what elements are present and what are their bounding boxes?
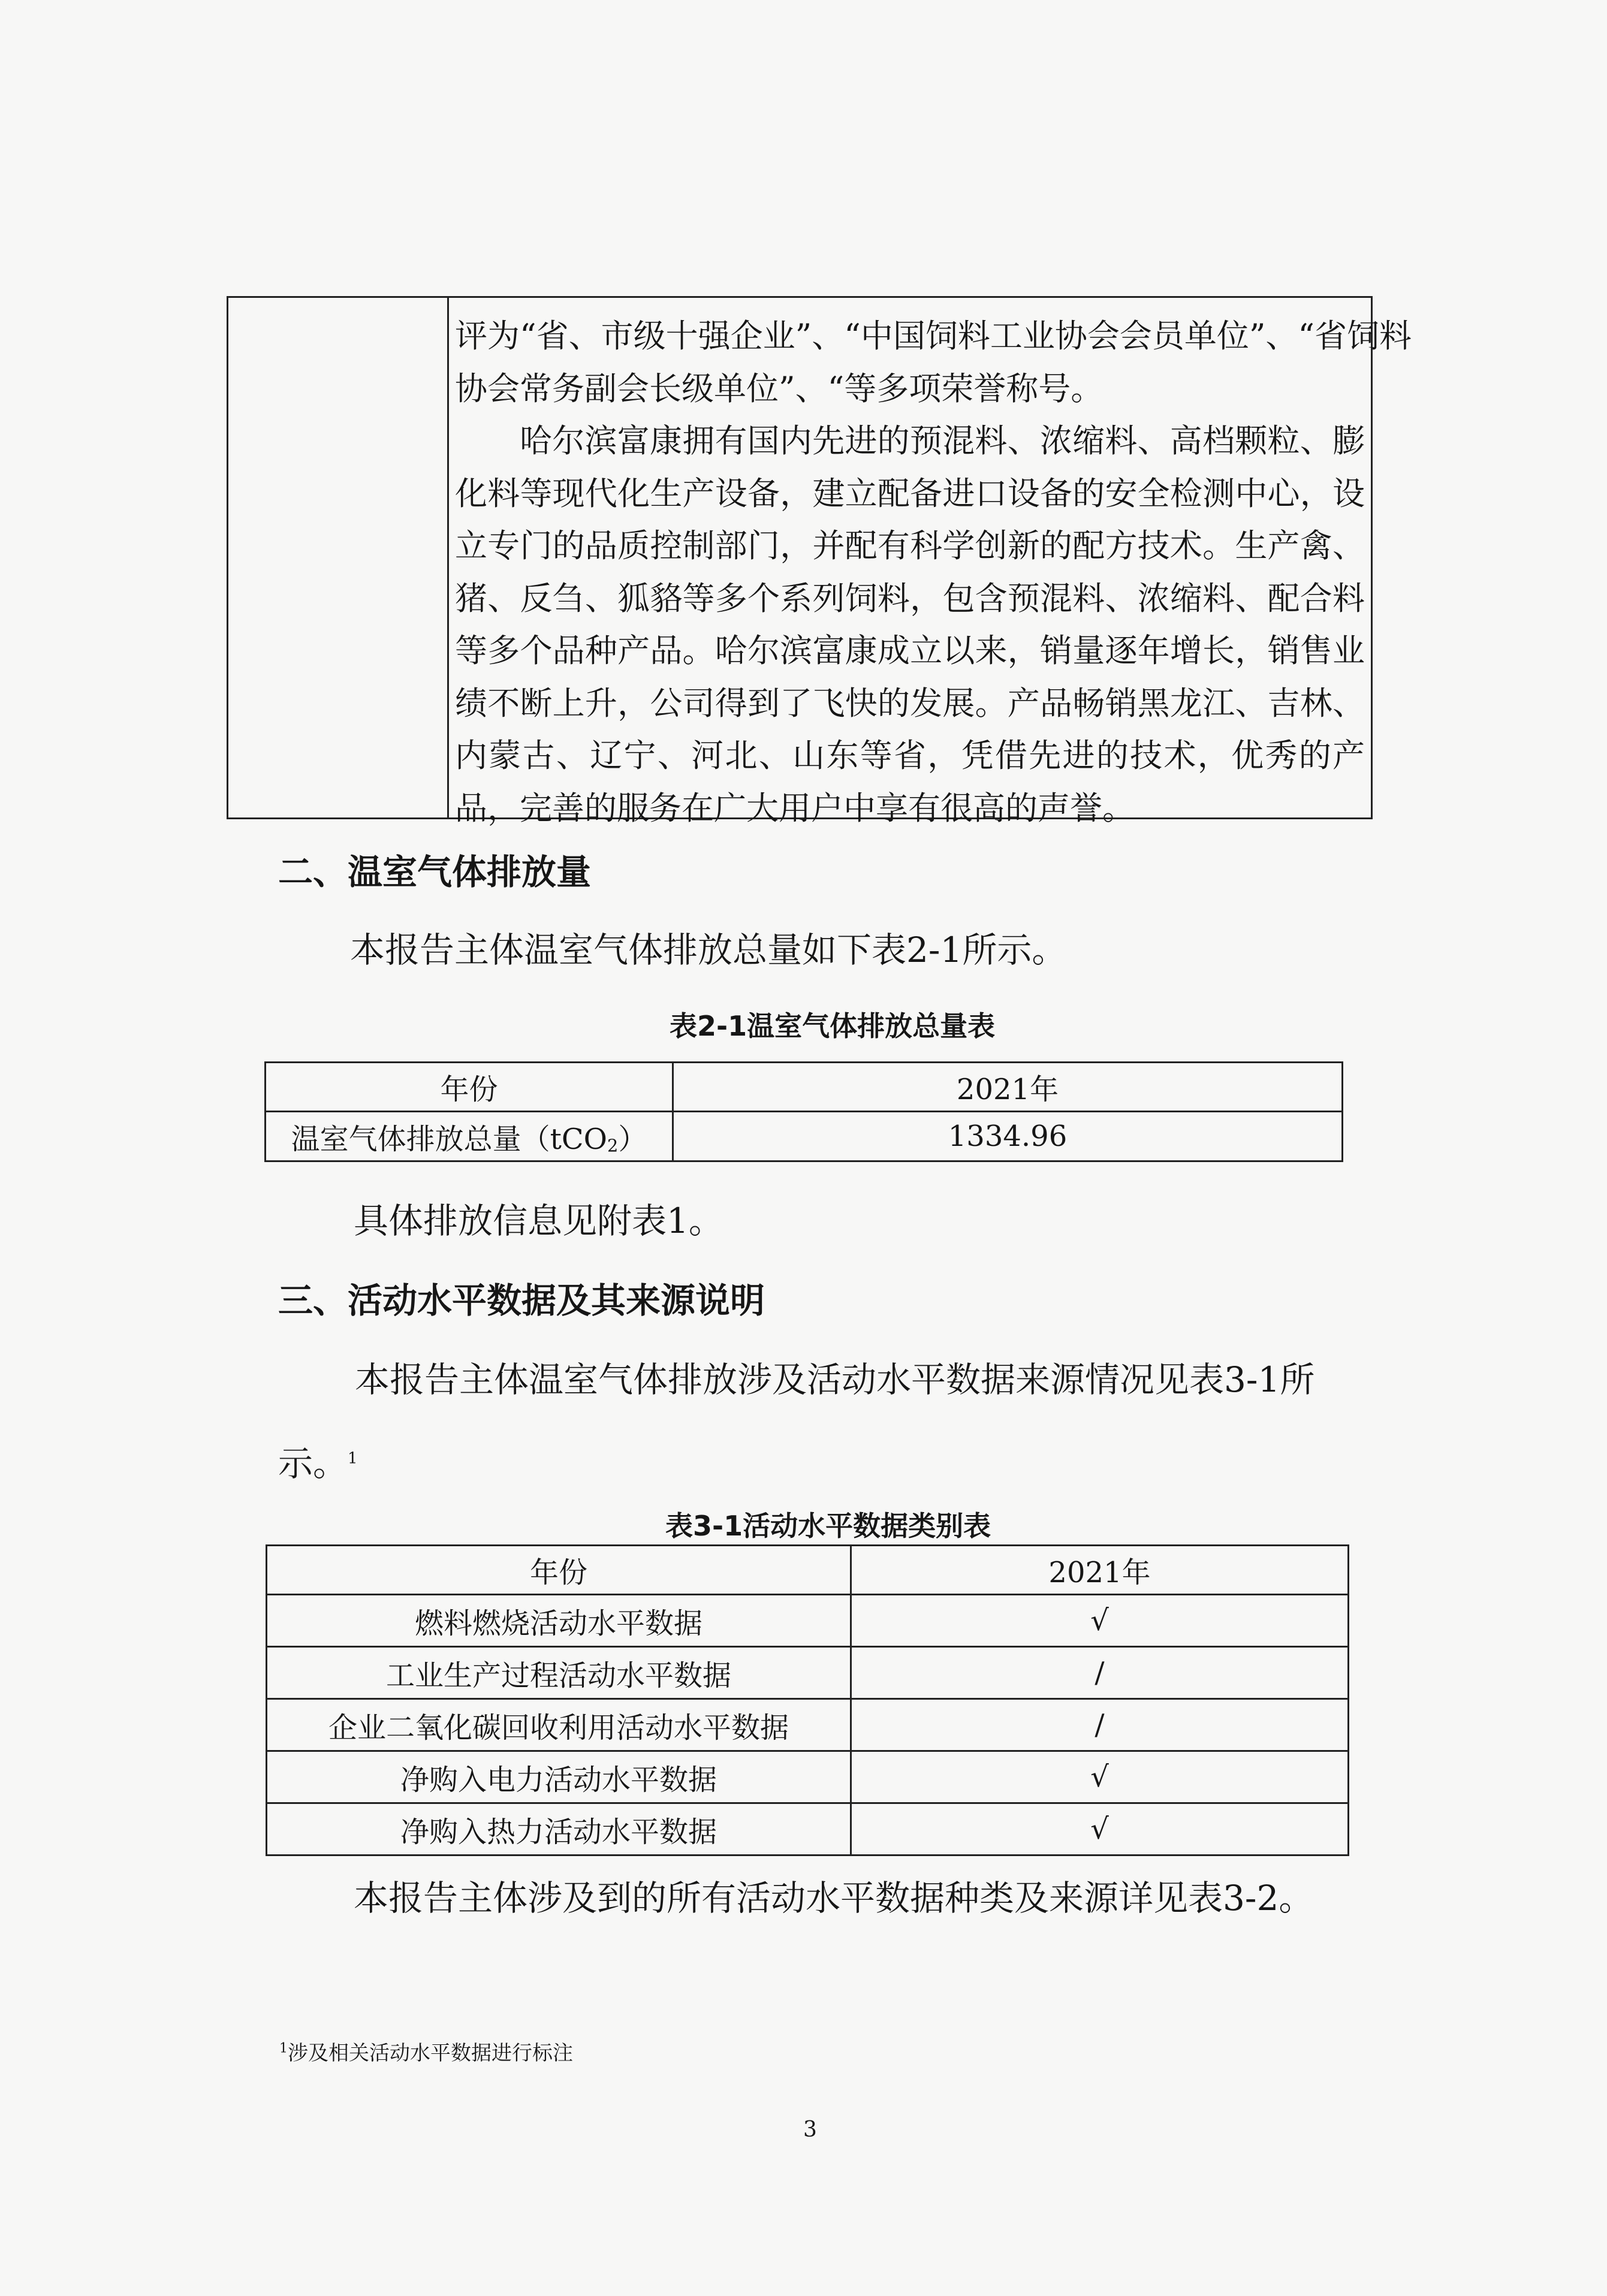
- table-column-divider: [447, 298, 449, 817]
- table-row: [266, 1112, 1343, 1161]
- checkmark-cell: √: [851, 1595, 1349, 1647]
- table-row: [267, 1595, 1349, 1647]
- header-cell: 年份: [266, 1063, 673, 1112]
- section-3-after-text: 本报告主体涉及到的所有活动水平数据种类及来源详见表3-2。: [354, 1878, 1314, 1918]
- activity-type-cell: 净购入热力活动水平数据: [267, 1803, 851, 1855]
- section-2-heading: 二、温室气体排放量: [278, 852, 592, 892]
- table-row: [267, 1699, 1349, 1751]
- emission-value-cell: 1334.96: [673, 1112, 1343, 1161]
- activity-type-cell: 企业二氧化碳回收利用活动水平数据: [267, 1699, 851, 1751]
- emission-total-table: [264, 1061, 1343, 1162]
- section-3-text-line1: 本报告主体温室气体排放涉及活动水平数据来源情况见表3-1所: [355, 1359, 1315, 1400]
- checkmark-cell: √: [851, 1803, 1349, 1855]
- page-number: 3: [803, 2117, 817, 2142]
- header-cell: 2021年: [673, 1063, 1343, 1112]
- footnote-text: 涉及相关活动水平数据进行标注: [288, 2041, 573, 2065]
- section-2-after-text: 具体排放信息见附表1。: [354, 1200, 723, 1241]
- section-2-text: 本报告主体温室气体排放总量如下表2-1所示。: [350, 930, 1067, 970]
- table-row: [267, 1647, 1349, 1699]
- intro-line: 评为“省、市级十强企业”、“中国饲料工业协会会员单位”、“省饲料: [455, 317, 1412, 355]
- table-header-row: [266, 1063, 1343, 1112]
- footnote-marker: 1: [279, 2041, 288, 2056]
- header-cell: 2021年: [851, 1546, 1349, 1595]
- table-header-row: [267, 1546, 1349, 1595]
- footnote-ref: 1: [348, 1449, 358, 1468]
- company-intro-table: [227, 296, 1412, 827]
- table-2-1-caption: 表2-1温室气体排放总量表: [670, 1010, 996, 1042]
- activity-type-cell: 燃料燃烧活动水平数据: [267, 1595, 851, 1647]
- footnote: [279, 2036, 573, 2066]
- section-3-text-line2: 示。$^1$: [278, 1443, 358, 1484]
- activity-data-table: [266, 1544, 1349, 1856]
- activity-type-cell: 工业生产过程活动水平数据: [267, 1647, 851, 1699]
- table-3-1-caption: 表3-1活动水平数据类别表: [665, 1510, 991, 1542]
- table-row: [267, 1803, 1349, 1855]
- header-cell: 年份: [267, 1546, 851, 1595]
- checkmark-cell: √: [851, 1751, 1349, 1803]
- activity-type-cell: 净购入电力活动水平数据: [267, 1751, 851, 1803]
- intro-line: 协会常务副会长级单位”、“等多项荣誉称号。: [455, 369, 1104, 408]
- slash-cell: /: [851, 1647, 1349, 1699]
- intro-paragraph: 哈尔滨富康拥有国内先进的预混料、浓缩料、高档颗粒、膨化料等现代化生产设备，建立配备进口设备的安全检测中心，设立专门的品质控制部门，并配有科学创新的配方技术。生产禽、猪、反刍、狐貉等多个系列饲料，包含预混料、浓缩料、配合料等多个品种产品。哈尔滨富康成立以来，销量逐年增长，销售业绩不断上升，公司得到了飞快的发展。产品畅销黑龙江、吉林、内蒙古、辽宁、河北、山东等省，凭借先进的技术，优秀的产品，完善的服务在广大用户中享有很高的声誉。: [455, 422, 1365, 827]
- row-label-cell: 温室气体排放总量（tCO$_2$）: [266, 1112, 673, 1161]
- section-3-heading: 三、活动水平数据及其来源说明: [278, 1280, 765, 1321]
- table-row: [267, 1751, 1349, 1803]
- company-intro-cell: [455, 310, 1412, 834]
- slash-cell: /: [851, 1699, 1349, 1751]
